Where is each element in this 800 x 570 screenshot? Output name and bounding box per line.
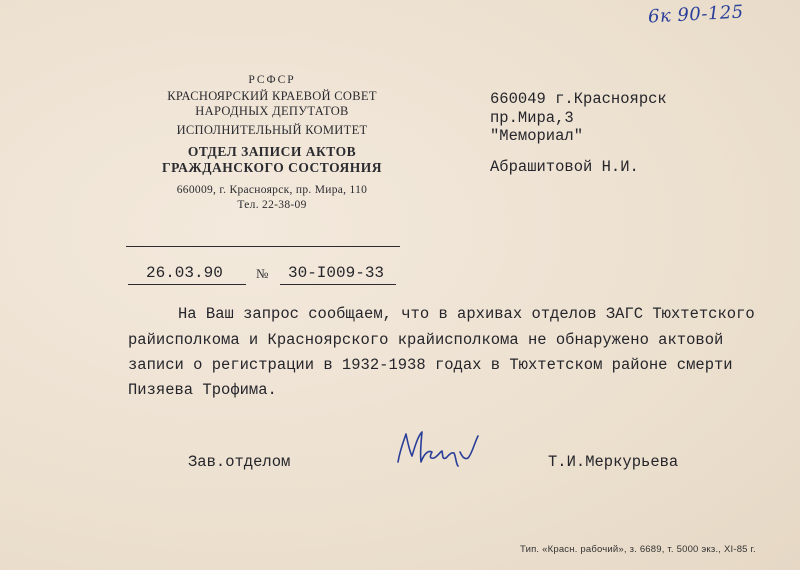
reference-date: 26.03.90 xyxy=(146,264,223,282)
reference-number-underline xyxy=(280,284,396,285)
recipient-line1: 660049 г.Красноярск xyxy=(490,90,667,108)
letterhead-department-line1: ОТДЕЛ ЗАПИСИ АКТОВ xyxy=(187,144,357,159)
body-line: райисполкома и Красноярского крайисполкома не обнаружено актовой xyxy=(128,331,724,349)
letterhead-address: 660009, г. Красноярск, пр. Мира, 110 xyxy=(176,184,368,196)
reference-number: 30-I009-33 xyxy=(288,264,385,282)
reference-date-underline xyxy=(128,284,246,285)
recipient-addressee: Абрашитовой Н.И. xyxy=(490,158,639,176)
recipient-line3: "Мемориал" xyxy=(490,127,584,145)
handwritten-signature xyxy=(390,422,490,474)
letterhead-executive: ИСПОЛНИТЕЛЬНЫЙ КОМИТЕТ xyxy=(176,123,368,137)
body-line: Пизяева Трофима. xyxy=(128,381,277,399)
recipient-line2: пр.Мира,3 xyxy=(490,109,574,127)
signoff-title: Зав.отделом xyxy=(188,453,291,471)
signoff-name: Т.И.Меркурьева xyxy=(548,453,679,471)
letterhead-department-line2: ГРАЖДАНСКОГО СОСТОЯНИЯ xyxy=(162,160,382,175)
body-line: На Ваш запрос сообщаем, что в архивах отделов ЗАГС Тюхтетского xyxy=(178,305,755,323)
letterhead-council-line2: НАРОДНЫХ ДЕПУТАТОВ xyxy=(195,104,349,118)
reference-number-sign: № xyxy=(256,266,269,281)
letterhead-council-line1: КРАСНОЯРСКИЙ КРАЕВОЙ СОВЕТ xyxy=(167,89,377,103)
printer-footer: Тип. «Красн. рабочий», з. 6689, т. 5000 экз., XI-85 г. xyxy=(520,544,756,555)
letterhead-phone: Тел. 22-38-09 xyxy=(237,199,307,211)
body-line: записи о регистрации в 1932-1938 годах в Тюхтетском районе смерти xyxy=(128,356,733,374)
letterhead-republic: РСФСР xyxy=(248,74,296,86)
letterhead-divider xyxy=(126,246,400,247)
archive-mark: 6к 90-125 xyxy=(647,1,745,28)
